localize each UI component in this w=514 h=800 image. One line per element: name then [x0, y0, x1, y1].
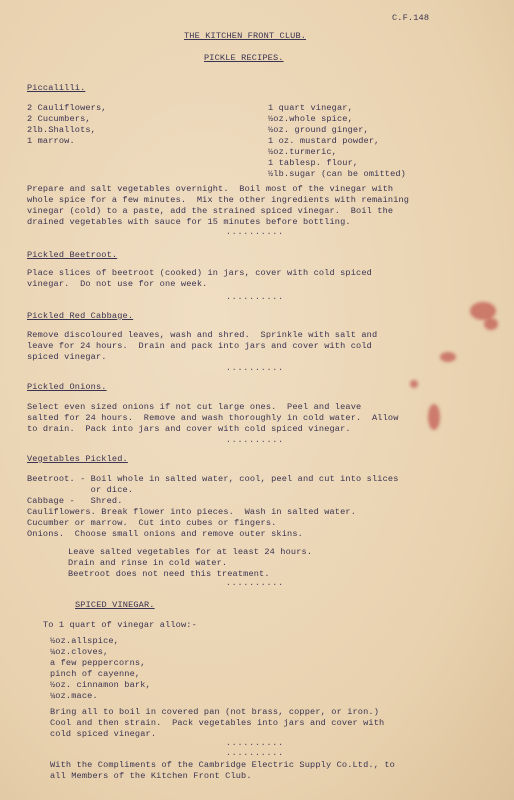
document-title: THE KITCHEN FRONT CLUB. — [184, 31, 307, 41]
method-line: vinegar. Do not use for one week. — [27, 279, 208, 289]
ingredient-line: ½oz. ground ginger, — [268, 125, 369, 135]
method-line: cold spiced vinegar. — [50, 729, 157, 739]
spice-item: ¼oz.cloves, — [50, 647, 109, 657]
vegetable-line: Cucumber or marrow. Cut into cubes or fingers. — [27, 518, 277, 528]
method-line: leave for 24 hours. Drain and pack into jars and cover with cold — [27, 341, 372, 351]
method-line: Select even sized onions if not cut large ones. Peel and leave — [27, 402, 362, 412]
vegetable-line: or dice. — [27, 485, 134, 495]
method-line: Remove discoloured leaves, wash and shred. Sprinkle with salt and — [27, 330, 378, 340]
ingredient-line: 1 oz. mustard powder, — [268, 136, 380, 146]
divider: .......... — [226, 293, 285, 302]
red-stain — [428, 404, 440, 430]
spiced-vinegar-heading: SPICED VINEGAR. — [75, 600, 155, 610]
vegetables-heading: Vegetables Pickled. — [27, 454, 128, 464]
onions-heading: Pickled Onions. — [27, 382, 107, 392]
ingredient-line: ½oz.turmeric, — [268, 147, 337, 157]
ingredient-line: 2 Cauliflowers, — [27, 103, 107, 113]
ingredient-line: ½oz.whole spice, — [268, 114, 353, 124]
ingredient-line: 1 quart vinegar, — [268, 103, 353, 113]
vegetable-note: Drain and rinse in cold water. — [68, 558, 228, 568]
ingredient-line: ½lb.sugar (can be omitted) — [268, 169, 406, 179]
divider: .......... — [226, 228, 285, 237]
divider: .......... — [226, 364, 285, 373]
spiced-vinegar-intro: To 1 quart of vinegar allow:- — [43, 620, 197, 630]
footer-line: all Members of the Kitchen Front Club. — [50, 771, 252, 781]
ingredient-line: 1 marrow. — [27, 136, 75, 146]
spice-item: ½oz.allspice, — [50, 636, 119, 646]
method-line: whole spice for a few minutes. Mix the other ingredients with remaining — [27, 195, 410, 205]
method-line: to drain. Pack into jars and cover with cold spiced vinegar. — [27, 424, 351, 434]
ingredient-line: 2lb.Shallots, — [27, 125, 96, 135]
method-line: salted for 24 hours. Remove and wash thoroughly in cold water. Allow — [27, 413, 399, 423]
vegetable-note: Beetroot does not need this treatment. — [68, 569, 270, 579]
ingredient-line: 1 tablesp. flour, — [268, 158, 359, 168]
red-stain — [440, 352, 456, 362]
spice-item: ¼oz.mace. — [50, 691, 98, 701]
vegetable-line: Cabbage - Shred. — [27, 496, 123, 506]
divider: .......... — [226, 739, 285, 748]
ingredient-line: 2 Cucumbers, — [27, 114, 91, 124]
spice-item: a few peppercorns, — [50, 658, 146, 668]
method-line: spiced vinegar. — [27, 352, 107, 362]
divider: .......... — [226, 436, 285, 445]
method-line: Place slices of beetroot (cooked) in jars, cover with cold spiced — [27, 268, 372, 278]
method-line: vinegar (cold) to a paste, add the strained spiced vinegar. Boil the — [27, 206, 394, 216]
spice-item: pinch of cayenne, — [50, 669, 141, 679]
method-line: drained vegetables with sauce for 15 minutes before bottling. — [27, 217, 351, 227]
vegetable-line: Onions. Choose small onions and remove outer skins. — [27, 529, 303, 539]
red-stain — [410, 380, 418, 388]
red-stain — [484, 318, 498, 330]
vegetable-note: Leave salted vegetables for at least 24 hours. — [68, 547, 313, 557]
beetroot-heading: Pickled Beetroot. — [27, 250, 118, 260]
method-line: Prepare and salt vegetables overnight. Boil most of the vinegar with — [27, 184, 394, 194]
piccalilli-heading: Piccalilli. — [27, 83, 86, 93]
document-subtitle: PICKLE RECIPES. — [204, 53, 284, 63]
spice-item: ½oz. cinnamon bark, — [50, 680, 151, 690]
vegetable-line: Beetroot. - Boil whole in salted water, cool, peel and cut into slices — [27, 474, 399, 484]
vegetable-line: Cauliflowers. Break flower into pieces. Wash in salted water. — [27, 507, 357, 517]
method-line: Cool and then strain. Pack vegetables into jars and cover with — [50, 718, 385, 728]
method-line: Bring all to boil in covered pan (not brass, copper, or iron.) — [50, 707, 380, 717]
divider: .......... — [226, 749, 285, 758]
divider: .......... — [226, 579, 285, 588]
reference-code: C.F.148 — [392, 13, 430, 23]
footer-line: With the Compliments of the Cambridge Electric Supply Co.Ltd., to — [50, 760, 395, 770]
cabbage-heading: Pickled Red Cabbage. — [27, 311, 134, 321]
